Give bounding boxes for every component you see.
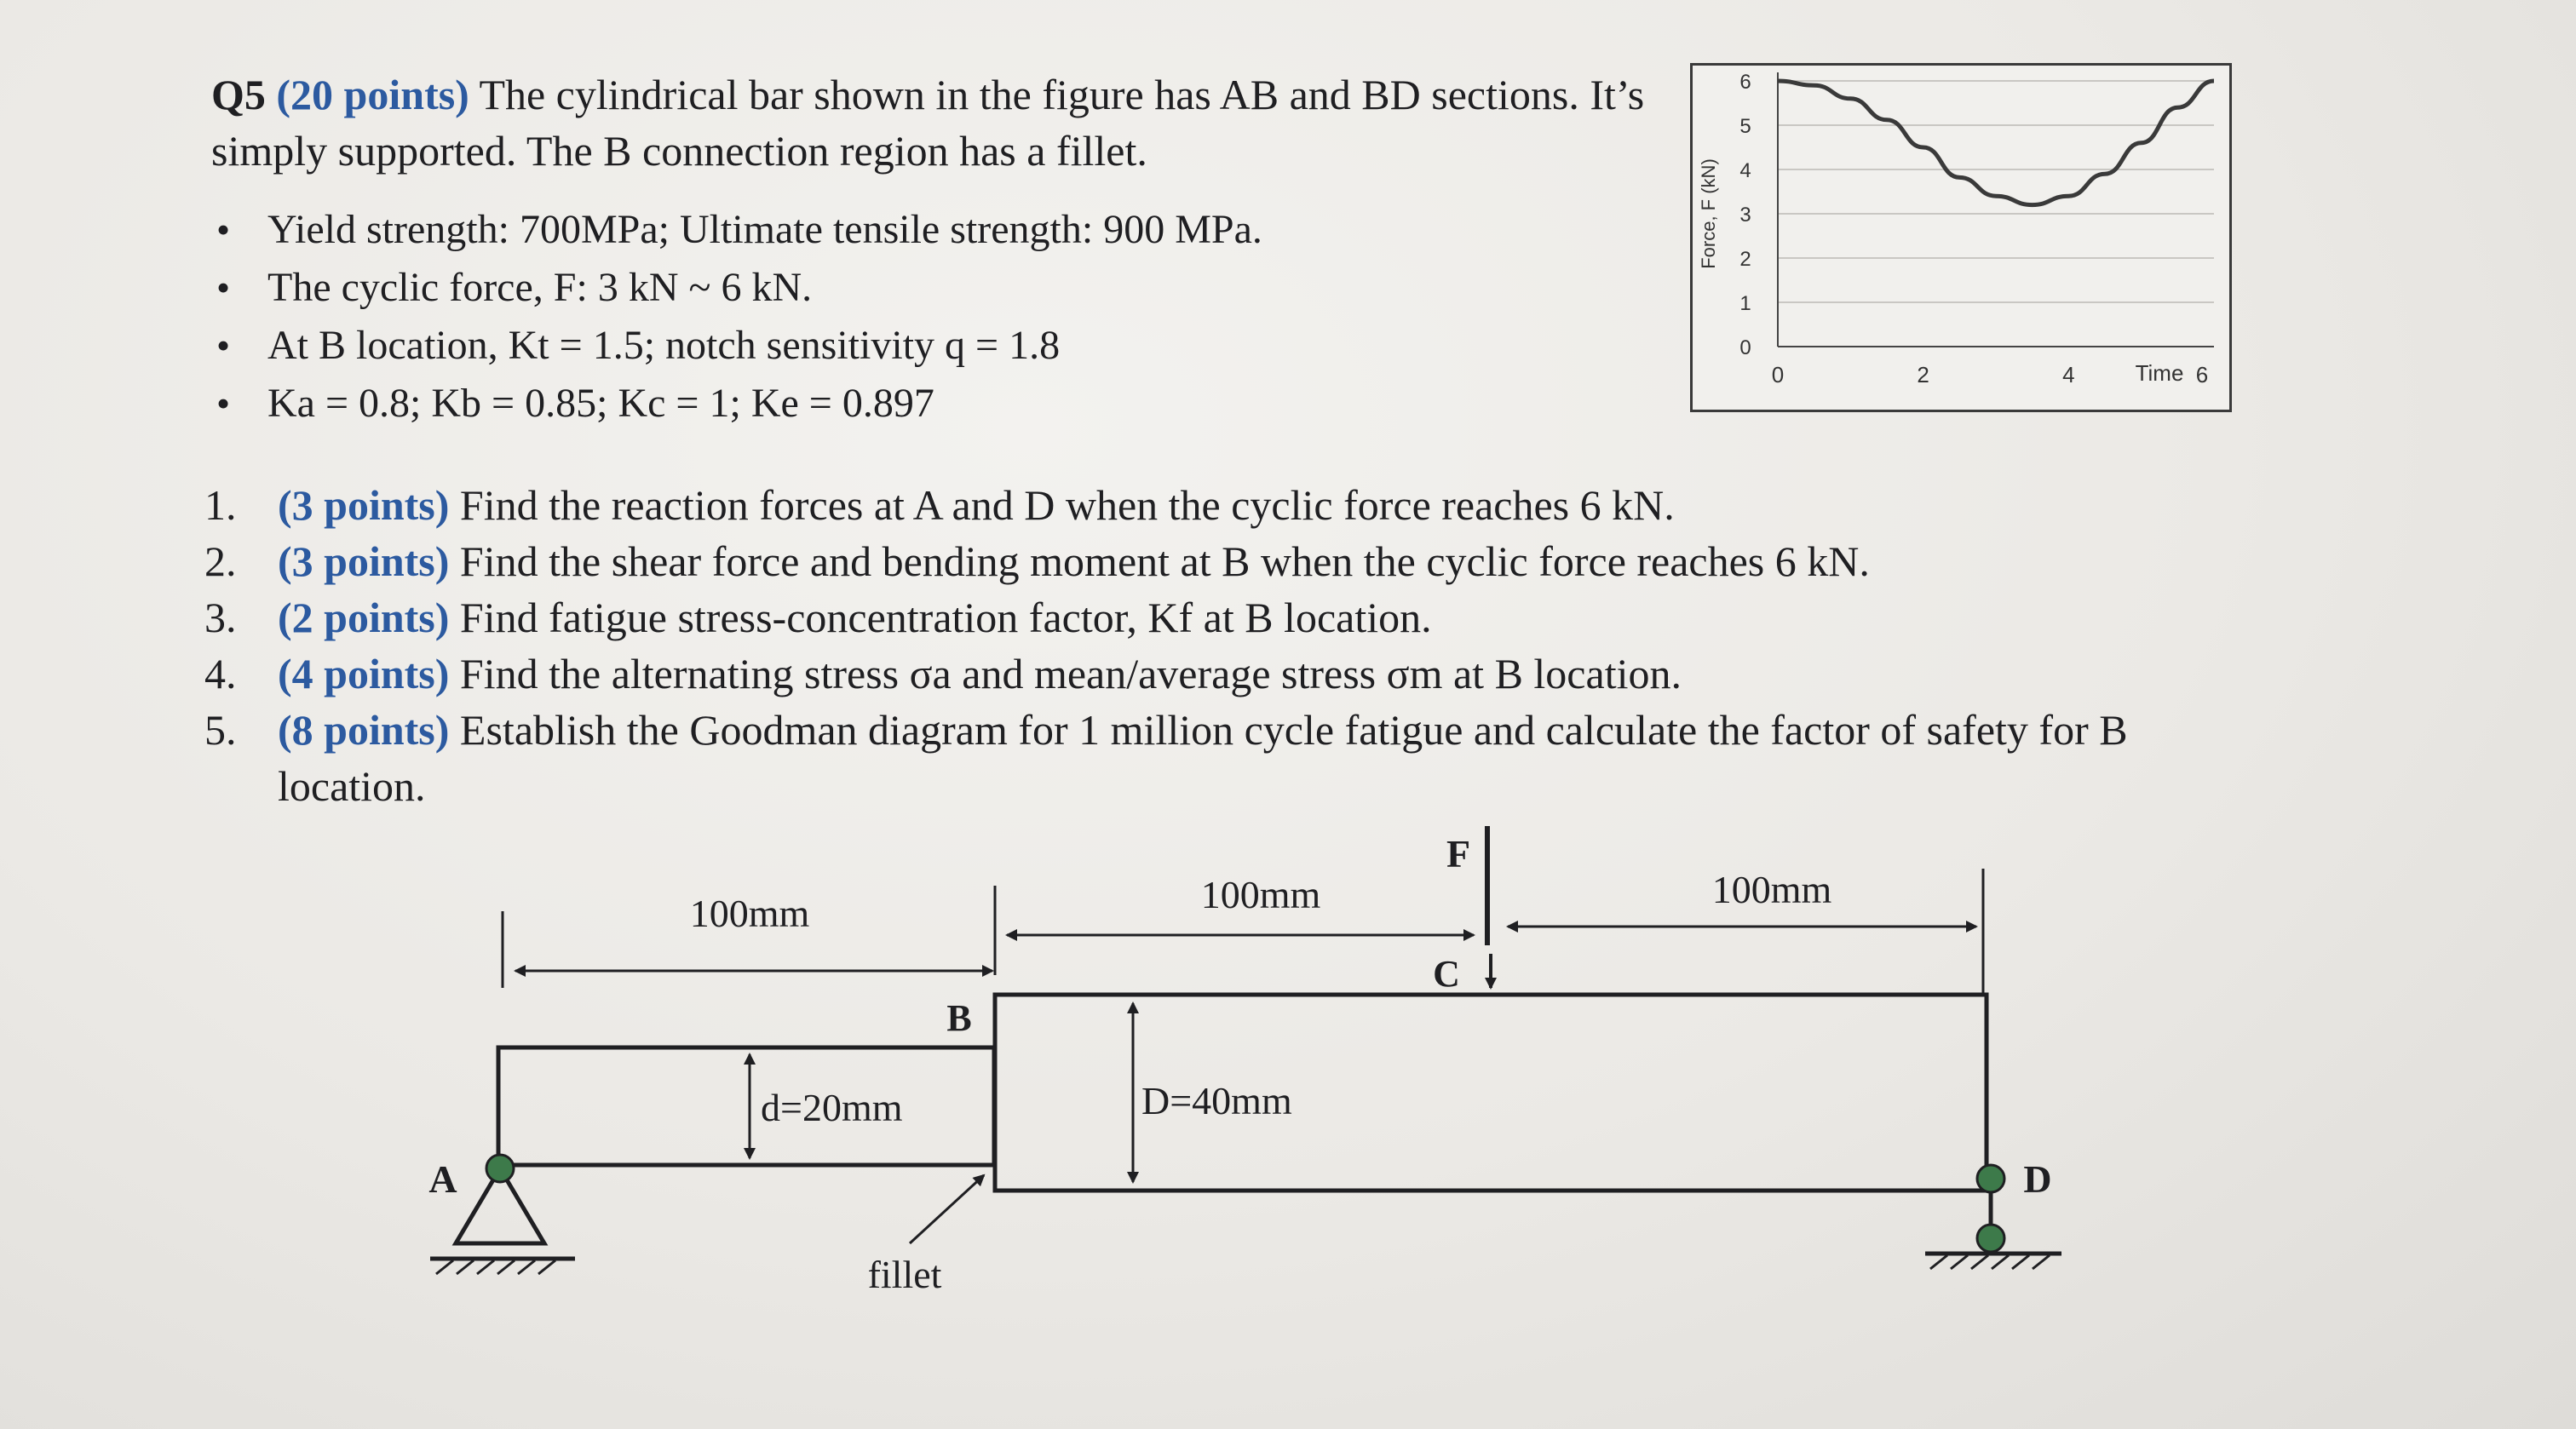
support-d [1925,1157,2061,1269]
question-intro: The cylindrical bar shown in the figure has AB and BD sections. It’s simply supported. The B connection region has a fillet. [211,71,1645,175]
subquestion-4: 4. (4 points) Find the alternating stress σa and mean/average stress σm at B location. [204,650,1682,697]
subquestion-3: 3. (2 points) Find fatigue stress-concentration factor, Kf at B location. [204,594,1432,641]
chart-y-tick-label: 2 [1739,248,1751,271]
subquestion-2: 2. (3 points) Find the shear force and bending moment at B when the cyclic force reaches 6 kN. [204,537,1870,585]
fillet-label: fillet [867,1253,942,1296]
chart-y-axis-label: Force, F (kN) [1698,158,1719,269]
force-time-chart-svg [1693,66,2229,410]
bullet-cyclic-force: • The cyclic force, F: 3 kN ~ 6 kN. [211,259,1262,317]
support-a [428,1155,575,1274]
chart-y-tick-label: 6 [1739,71,1751,94]
bullet-stress-concentration: • At B location, Kt = 1.5; notch sensitivity q = 1.8 [211,317,1262,375]
beam-diagram [375,818,2130,1346]
question-header [211,66,1659,179]
chart-y-tick-label: 1 [1739,292,1751,315]
subquestion-5: 5. (8 points) Establish the Goodman diagram for 1 million cycle fatigue and calculate the factor of safety for B location. [204,706,2128,810]
force-arrow [1446,826,1487,945]
bullet-marin-factors: • Ka = 0.8; Kb = 0.85; Kc = 1; Ke = 0.897 [211,375,1262,433]
large-diameter-label: D=40mm [1141,1079,1292,1122]
subquestion-1: 1. (3 points) Find the reaction forces at A and D when the cyclic force reaches 6 kN. [204,481,1675,529]
dimension-cd [1508,868,1983,996]
chart-x-tick-label: 6 [2195,362,2209,387]
label-b: B [946,997,972,1039]
force-time-chart [1690,63,2232,412]
dimension-ab [503,892,992,988]
label-a: A [428,1157,457,1201]
dim-cd-label: 100mm [1711,868,1832,911]
small-diameter-label: d=20mm [761,1086,903,1129]
chart-series-line [1778,81,2214,205]
chart-y-tick-label: 0 [1739,336,1751,359]
chart-y-tick-label: 4 [1739,159,1751,182]
chart-x-tick-label: 2 [1917,362,1929,387]
chart-x-axis-label: Time [2135,360,2184,386]
question-number: Q5 [211,71,266,118]
dimension-bc [995,873,1474,975]
bullet-strength: • Yield strength: 700MPa; Ultimate tensile strength: 900 MPa. [211,201,1262,259]
large-diameter-dimension [1133,1003,1292,1182]
label-c: C [1433,953,1460,995]
dim-ab-label: 100mm [689,892,810,935]
force-label: F [1446,832,1471,875]
chart-x-tick-label: 4 [2062,362,2075,387]
dim-bc-label: 100mm [1200,873,1321,916]
chart-x-tick-label: 0 [1771,362,1785,387]
section-ab-small [498,1047,994,1165]
question-points: (20 points) [276,71,469,118]
label-d: D [2023,1157,2052,1201]
given-data-list [211,201,1262,433]
chart-y-tick-label: 3 [1739,204,1751,227]
point-c [1433,953,1491,995]
chart-y-tick-label: 5 [1739,115,1751,138]
small-diameter-dimension [750,1054,903,1158]
subquestion-list [204,477,2249,814]
fillet-pointer [868,1175,984,1296]
